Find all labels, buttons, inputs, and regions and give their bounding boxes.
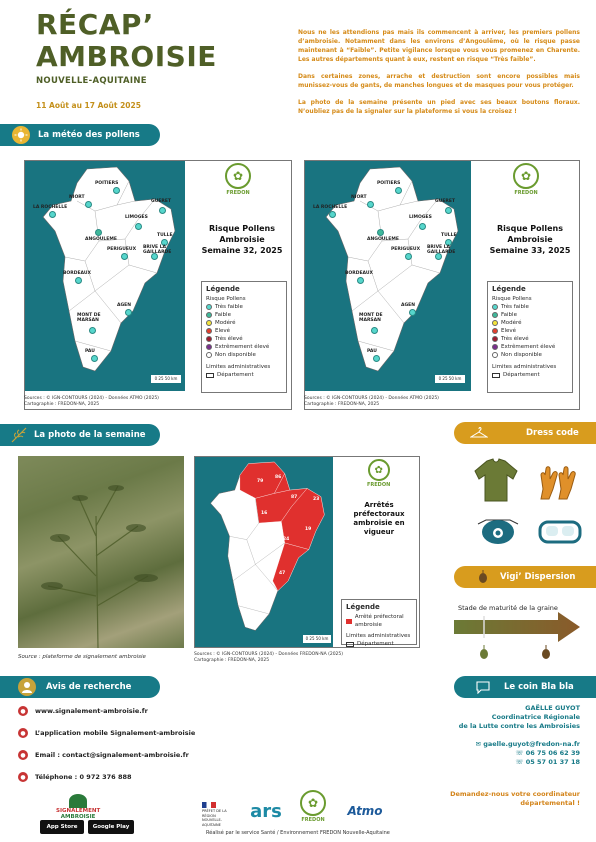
avis-links — [18, 706, 195, 782]
legend-dot — [206, 344, 212, 350]
map1-title — [193, 223, 291, 256]
pin-gueret — [159, 207, 166, 214]
legend-dot — [206, 312, 212, 318]
seed-icon — [474, 568, 492, 586]
long-sleeve-shirt-icon — [472, 456, 520, 504]
leaf-icon: ✿ — [513, 163, 539, 189]
legend-dot — [206, 304, 212, 310]
signalement-logo-l2: AMBROISIE — [60, 814, 96, 820]
section-blabla-label: Le coin Bla bla — [504, 682, 574, 692]
map2-title-l1: Risque Pollens — [496, 224, 564, 233]
map1-title-l1: Risque Pollens — [208, 224, 276, 233]
pin-agen — [409, 309, 416, 316]
atmo-logo: Atmo — [347, 804, 383, 818]
section-dress-header — [454, 422, 596, 444]
legend-item: Non disponible — [215, 352, 256, 358]
pin-gueret — [445, 207, 452, 214]
pollen-map-week32 — [24, 160, 292, 410]
legend-item: Extrêmement élevé — [215, 344, 270, 350]
fredon-footer-name: FREDON — [301, 817, 325, 823]
legend-item: Faible — [501, 312, 517, 318]
plant-icon — [10, 426, 28, 444]
section-vigi-label: Vigi’ Dispersion — [500, 572, 576, 582]
detective-icon — [18, 678, 36, 696]
city-mont-de-marsan: MONT DE MARSAN — [77, 313, 101, 323]
fredon-footer-logo — [300, 790, 326, 823]
city-niort: NIORT — [351, 195, 367, 200]
section-photo-label: La photo de la semaine — [34, 430, 146, 440]
pin-pau — [373, 355, 380, 362]
contact-email-row[interactable] — [380, 740, 580, 749]
phone-icon: ☏ — [515, 758, 526, 766]
link-email-text[interactable]: Email : contact@signalement-ambroisie.fr — [35, 751, 189, 759]
city-perigueux: PERIGUEUX — [107, 247, 137, 252]
fredon-logo-map2 — [513, 163, 539, 196]
section-meteo-label: La météo des pollens — [38, 130, 140, 140]
photo-caption: Source : plateforme de signalement ambroisie — [18, 654, 146, 660]
section-blabla-header — [454, 676, 596, 698]
city-tulle: TULLE — [441, 233, 457, 238]
plant-photo — [18, 456, 184, 648]
contact-cta — [380, 790, 580, 808]
legend-item: Très faible — [215, 304, 243, 310]
dept-24: 24 — [283, 537, 290, 542]
arretes-title-l2: préfectoraux — [353, 510, 405, 518]
pin-angouleme — [95, 229, 102, 236]
legend-dept: Département — [503, 372, 540, 378]
map2-title — [481, 223, 579, 256]
contact-phone1-row[interactable] — [380, 749, 580, 758]
phone-icon: ☏ — [515, 749, 526, 757]
section-meteo-header — [0, 124, 160, 146]
city-angouleme: ANGOULEME — [367, 237, 399, 242]
city-angouleme: ANGOULEME — [85, 237, 117, 242]
section-avis-label: Avis de recherche — [46, 682, 132, 692]
section-photo-header — [0, 424, 160, 446]
pin-poitiers — [395, 187, 402, 194]
footer-credit: Réalisé par le service Santé / Environnement FREDON Nouvelle-Aquitaine — [206, 830, 390, 836]
gloves-icon — [536, 458, 582, 504]
legend-group: Risque Pollens — [492, 296, 532, 302]
dept-86: 86 — [275, 475, 282, 480]
app-store-badge[interactable]: App Store — [40, 820, 84, 834]
legend-title: Légende — [206, 285, 240, 293]
legend-limits: Limites administratives — [492, 364, 557, 370]
link-app-text[interactable]: L’application mobile Signalement-ambroisie — [35, 729, 196, 737]
contact-phone2[interactable]: 05 57 01 37 18 — [525, 758, 580, 766]
google-play-badge[interactable]: Google Play — [88, 820, 134, 834]
arretes-map-area — [195, 457, 333, 647]
legend-dept-swatch — [206, 373, 214, 378]
legend-dot — [492, 304, 498, 310]
legend-item: Très élevé — [215, 336, 243, 342]
legend-dot — [492, 352, 498, 358]
pin-angouleme — [377, 229, 384, 236]
pin-niort — [85, 201, 92, 208]
city-gueret: GUERET — [435, 199, 456, 204]
sun-icon — [12, 126, 30, 144]
link-app[interactable] — [18, 728, 195, 738]
dept-79: 79 — [257, 479, 264, 484]
region-label: NOUVELLE-AQUITAINE — [36, 76, 147, 86]
legend-dot — [492, 312, 498, 318]
date-range: 11 Août au 17 Août 2025 — [36, 101, 141, 110]
contact-phone1[interactable]: 06 75 06 62 39 — [525, 749, 580, 757]
legend-dept-swatch — [492, 373, 500, 378]
section-avis-header — [0, 676, 160, 698]
title-line1: RÉCAP’ — [36, 8, 154, 41]
pin-la-rochelle — [329, 211, 336, 218]
pin-mont-de-marsan — [371, 327, 378, 334]
legend-item: Très faible — [501, 304, 529, 310]
arretes-map — [194, 456, 420, 648]
city-brive: BRIVE LA GAILLARDE — [427, 245, 456, 255]
leaf-icon: ✿ — [225, 163, 251, 189]
map2-source-l2: Cartographie : FREDON-NA, 2025 — [304, 402, 380, 407]
fredon-name: FREDON — [226, 190, 250, 196]
intro-paragraph-3: La photo de la semaine présente un pied avec ses beaux boutons floraux. N’oubliez pas de la signaler sur la plateforme si vous la croisez ! — [298, 99, 580, 115]
fredon-name: FREDON — [367, 482, 391, 488]
prefet-logo — [202, 802, 236, 827]
city-la-rochelle: LA ROCHELLE — [313, 205, 348, 210]
contact-role-l2: de la Lutte contre les Ambroisies — [458, 722, 580, 730]
section-vigi-header — [454, 566, 596, 588]
legend-swatch — [346, 619, 352, 624]
link-phone-text[interactable]: Téléphone : 0 972 376 888 — [35, 773, 132, 781]
legend-dept-swatch — [346, 642, 354, 647]
pin-bordeaux — [75, 277, 82, 284]
legend-dot — [206, 320, 212, 326]
city-agen: AGEN — [117, 303, 132, 308]
maturity-arrow — [454, 612, 582, 642]
legend-limits: Limites administratives — [206, 364, 271, 370]
link-website[interactable] — [18, 706, 195, 716]
dept-17: 17 — [247, 497, 254, 502]
legend-dot — [206, 352, 212, 358]
pin-agen — [125, 309, 132, 316]
brown-seed-icon — [540, 644, 552, 664]
section-dress-label: Dress code — [526, 428, 579, 438]
dept-16: 16 — [261, 511, 268, 516]
dept-47: 47 — [279, 571, 286, 576]
scale-bar: 0 25 50 km — [435, 375, 465, 383]
city-mont-de-marsan: MONT DE MARSAN — [359, 313, 383, 323]
map1-source-l2: Cartographie : FREDON-NA, 2025 — [24, 402, 100, 407]
arretes-title-l3: ambroisie en — [353, 519, 405, 527]
pin-mont-de-marsan — [89, 327, 96, 334]
contact-email[interactable]: gaelle.guyot@fredon-na.fr — [483, 740, 580, 748]
map2-source — [304, 396, 439, 408]
green-seed-icon — [478, 644, 490, 664]
city-limoges: LIMOGES — [409, 215, 432, 220]
pin-la-rochelle — [49, 211, 56, 218]
legend-dept: Département — [357, 641, 394, 647]
link-website-text[interactable]: www.signalement-ambroisie.fr — [35, 707, 148, 715]
arretes-title-l4: vigueur — [363, 528, 395, 536]
map1-source-l1: Sources : © IGN-CONTOURS (2024) - Données ATMO (2025) — [24, 396, 159, 401]
arretes-source — [194, 652, 343, 664]
city-agen: AGEN — [401, 303, 416, 308]
city-gueret: GUERET — [151, 199, 172, 204]
map2-title-l3: Semaine 33, 2025 — [489, 246, 571, 255]
fredon-logo-arretes — [367, 459, 390, 488]
contact-phone2-row[interactable] — [380, 758, 580, 767]
mask-icon — [474, 514, 522, 548]
legend-item: Modéré — [501, 320, 522, 326]
legend-item: Elevé — [501, 328, 517, 334]
legend-item: Très élevé — [501, 336, 529, 342]
city-niort: NIORT — [69, 195, 85, 200]
pin-perigueux — [405, 253, 412, 260]
dept-23: 23 — [313, 497, 320, 502]
city-limoges: LIMOGES — [125, 215, 148, 220]
title-line2: AMBROISIE — [36, 40, 217, 73]
leaf-icon: ✿ — [368, 459, 390, 481]
dept-19: 19 — [305, 527, 312, 532]
link-email[interactable] — [18, 750, 195, 760]
legend-item: Modéré — [215, 320, 236, 326]
legend-item: Elevé — [215, 328, 231, 334]
map1-title-l3: Semaine 32, 2025 — [201, 246, 283, 255]
fredon-logo-map1 — [225, 163, 251, 196]
arretes-title-l1: Arrêtés — [364, 501, 394, 509]
legend-dot — [492, 344, 498, 350]
phone-app-icon: ● — [18, 728, 28, 738]
contact-role-l1: Coordinatrice Régionale — [491, 713, 580, 721]
map2-title-l2: Ambroisie — [507, 235, 553, 244]
scale-bar: 0 25 50 km — [303, 635, 331, 643]
map1-legend — [201, 281, 287, 393]
arretes-source-l2: Cartographie : FREDON-NA, 2025 — [194, 658, 270, 663]
map2-legend — [487, 281, 573, 393]
contact-block — [380, 704, 580, 767]
intro-paragraph-2: Dans certaines zones, arrache et destruction sont encore possibles mais munissez-vous de gants, de manches longues et de masques pour vous protéger. — [298, 73, 580, 89]
plant-logo-icon — [69, 794, 87, 808]
city-brive: BRIVE LA GAILLARDE — [143, 245, 172, 255]
legend-item: Arrêté préfectoral ambroisie — [354, 614, 404, 628]
map-area-week33 — [305, 161, 471, 391]
legend-item: Faible — [215, 312, 231, 318]
mail-icon: ✉ — [475, 740, 484, 748]
flag-icon — [202, 802, 216, 808]
city-perigueux: PERIGUEUX — [391, 247, 421, 252]
legend-item: Non disponible — [501, 352, 542, 358]
phone-icon: ● — [18, 772, 28, 782]
city-pau: PAU — [367, 349, 377, 354]
mail-icon: ● — [18, 750, 28, 760]
intro-text — [298, 28, 580, 124]
contact-cta-l2: départemental ! — [520, 799, 580, 807]
city-tulle: TULLE — [157, 233, 173, 238]
legend-title: Légende — [492, 285, 526, 293]
city-poitiers: POITIERS — [377, 181, 401, 186]
pin-limoges — [419, 223, 426, 230]
map1-title-l2: Ambroisie — [219, 235, 265, 244]
goggles-icon — [536, 516, 584, 548]
city-bordeaux: BORDEAUX — [63, 271, 91, 276]
fredon-name: FREDON — [514, 190, 538, 196]
legend-dept: Département — [217, 372, 254, 378]
arretes-title — [339, 501, 419, 537]
legend-dot — [492, 328, 498, 334]
legend-dot — [206, 336, 212, 342]
legend-item: Extrêmement élevé — [501, 344, 556, 350]
city-poitiers: POITIERS — [95, 181, 119, 186]
city-bordeaux: BORDEAUX — [345, 271, 373, 276]
intro-paragraph-1: Nous ne les attendions pas mais ils commencent à arriver, les premiers pollens d’ambroisie. Notamment dans les environs d’Angoulême, où le risque passe maintenant à “Faible”. Petite vigilance lorsque vous vous promenez en Charente. Les autres départements quant à eux, restent en risque “Très faible”. — [298, 29, 580, 63]
arretes-legend — [341, 599, 417, 645]
legend-group: Risque Pollens — [206, 296, 246, 302]
map2-source-l1: Sources : © IGN-CONTOURS (2024) - Données ATMO (2025) — [304, 396, 439, 401]
signalement-logo — [56, 794, 100, 820]
leaf-icon: ✿ — [300, 790, 326, 816]
pin-pau — [91, 355, 98, 362]
signalement-logo-l1: SIGNALEMENT — [56, 808, 101, 814]
scale-bar: 0 25 50 km — [151, 375, 181, 383]
city-pau: PAU — [85, 349, 95, 354]
pin-niort — [367, 201, 374, 208]
link-phone[interactable] — [18, 772, 195, 782]
legend-dot — [492, 336, 498, 342]
map1-source — [24, 396, 159, 408]
maturity-label: Stade de maturité de la graine — [458, 604, 558, 612]
pin-poitiers — [113, 187, 120, 194]
chat-bubble-icon — [474, 678, 492, 696]
legend-dot — [492, 320, 498, 326]
pin-bordeaux — [357, 277, 364, 284]
contact-cta-l1: Demandez-nous votre coordinateur — [450, 790, 580, 798]
legend-title: Légende — [346, 603, 380, 611]
contact-name: GAËLLE GUYOT — [525, 704, 580, 712]
city-la-rochelle: LA ROCHELLE — [33, 205, 68, 210]
ars-logo: ars — [250, 800, 282, 822]
arretes-source-l1: Sources : © IGN-CONTOURS (2024) - Données FREDON-NA (2025) — [194, 652, 344, 657]
legend-limits: Limites administratives — [346, 633, 411, 639]
map-area-week32 — [25, 161, 185, 391]
hanger-icon — [470, 424, 488, 442]
prefet-text: PRÉFET DE LA RÉGION NOUVELLE-AQUITAINE — [202, 809, 227, 827]
pin-perigueux — [121, 253, 128, 260]
pin-limoges — [135, 223, 142, 230]
dept-87: 87 — [291, 495, 298, 500]
pollen-map-week33 — [304, 160, 580, 410]
globe-icon: ● — [18, 706, 28, 716]
legend-dot — [206, 328, 212, 334]
